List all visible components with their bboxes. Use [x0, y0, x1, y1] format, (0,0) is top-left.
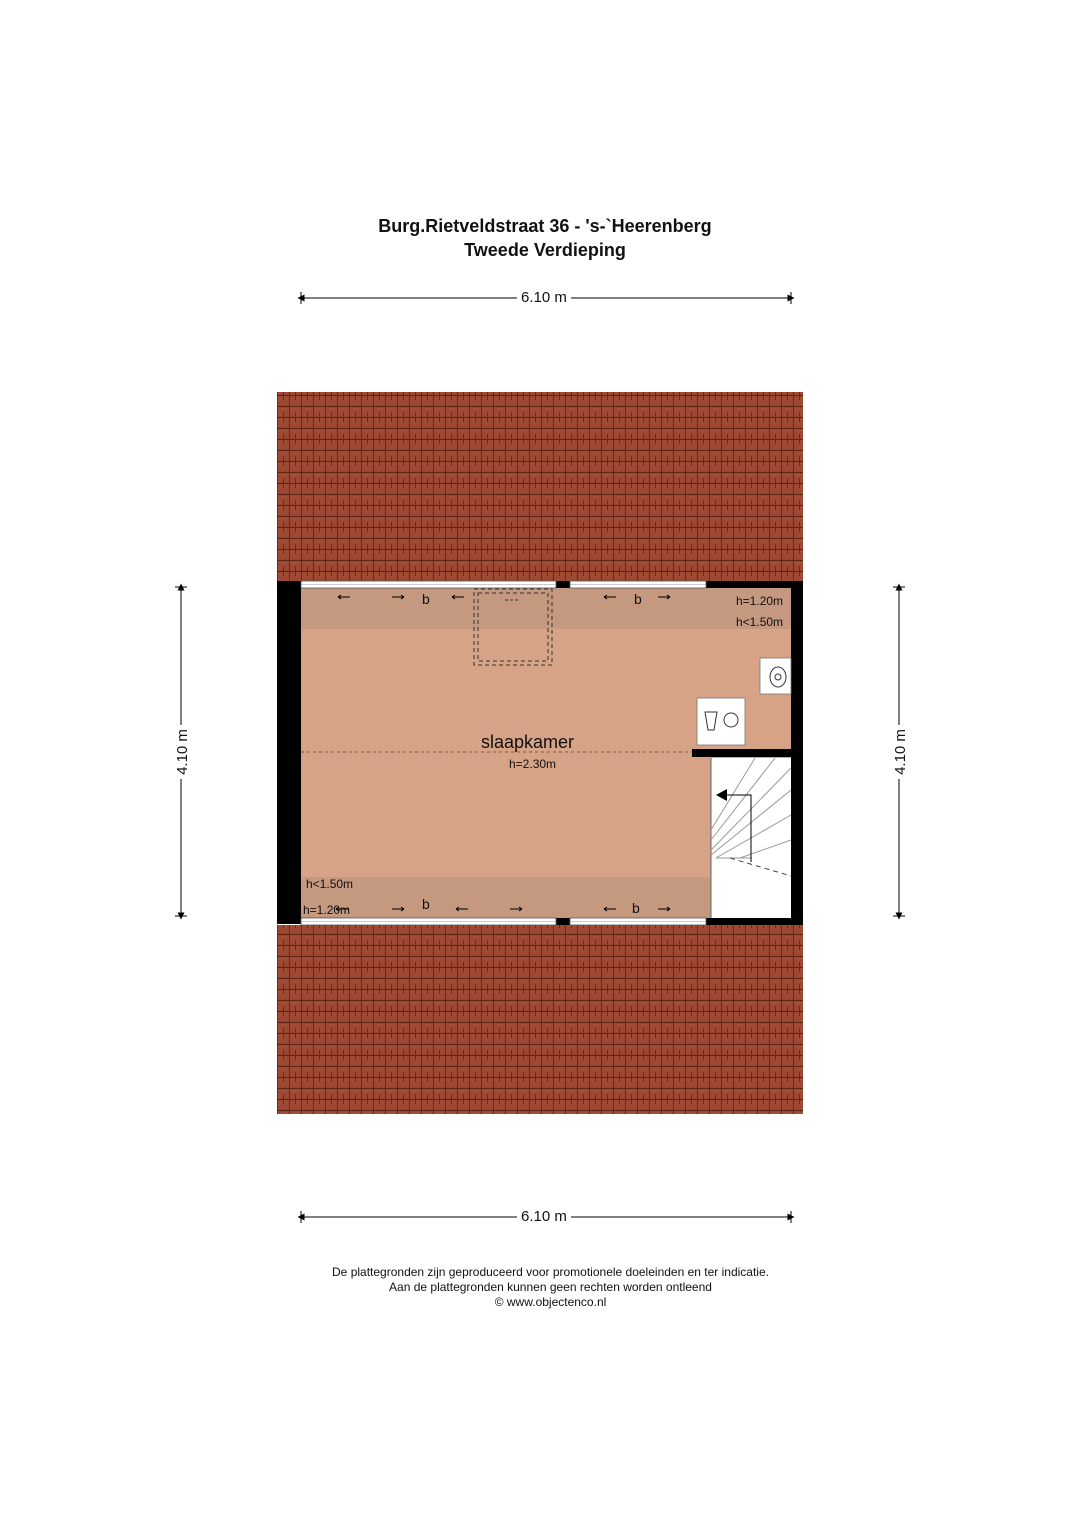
- beam-label-4: b: [632, 900, 640, 916]
- boiler-unit: [760, 658, 791, 694]
- low-ceiling-strip-bottom: [301, 877, 711, 918]
- wall-top-right: [706, 581, 803, 588]
- room-height-label: h=2.30m: [509, 757, 557, 771]
- low-ceiling-strip-top: [301, 588, 791, 629]
- wall-left: [277, 581, 301, 924]
- wall-bottom-right: [706, 918, 803, 925]
- wall-right: [791, 581, 803, 924]
- dim-right-label: 4.10 m: [892, 725, 910, 779]
- beam-label-2: b: [634, 591, 642, 607]
- height-mark-bottom-2: h=1.20m: [303, 903, 351, 917]
- beam-label-1: b: [422, 591, 430, 607]
- dim-top-label: 6.10 m: [517, 289, 571, 307]
- wall-stair: [692, 749, 791, 757]
- plan-floor-title: Tweede Verdieping: [464, 240, 626, 260]
- disclaimer-line-2: Aan de plattegronden kunnen geen rechten worden ontleend: [389, 1280, 712, 1294]
- plan-address-title: Burg.Rietveldstraat 36 - 's-`Heerenberg: [378, 216, 712, 236]
- height-mark-bottom-1: h<1.50m: [306, 877, 354, 891]
- dim-bottom-label: 6.10 m: [517, 1208, 571, 1226]
- disclaimer-line-3: © www.objectenco.nl: [494, 1295, 607, 1309]
- beam-label-3: b: [422, 896, 430, 912]
- staircase: [711, 758, 791, 918]
- roof-bottom: [277, 925, 803, 1114]
- height-mark-top-2: h<1.50m: [736, 615, 784, 629]
- washer-dryer: [697, 698, 745, 745]
- disclaimer-line-1: De plattegronden zijn geproduceerd voor promotionele doeleinden en ter indicatie.: [332, 1265, 769, 1279]
- roof-top: [277, 392, 803, 581]
- height-mark-top-1: h=1.20m: [736, 594, 784, 608]
- disclaimer: [0, 1265, 1080, 1310]
- room-name-label: slaapkamer: [481, 732, 575, 752]
- dim-left-label: 4.10 m: [174, 725, 192, 779]
